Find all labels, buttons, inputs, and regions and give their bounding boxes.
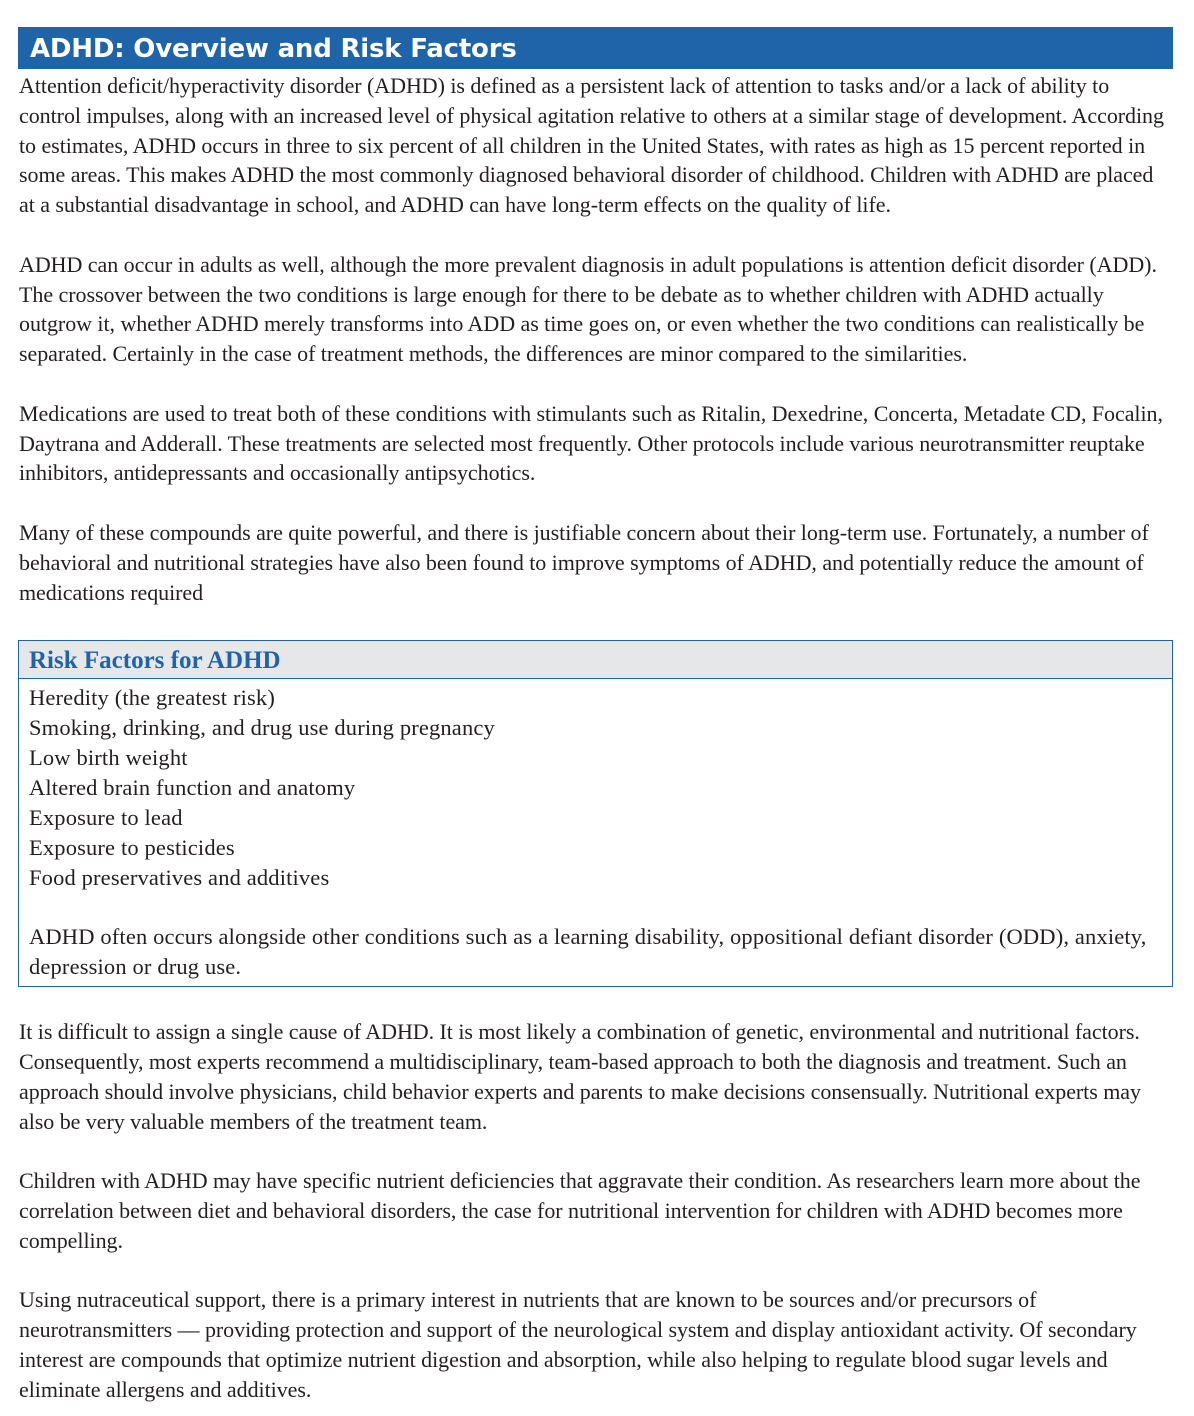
risk-factor-item: Low birth weight xyxy=(29,745,188,771)
risk-factor-item: Exposure to lead xyxy=(29,804,183,830)
risk-factors-box xyxy=(18,640,1173,987)
risk-factor-item: Food preservatives and additives xyxy=(29,864,330,890)
paragraph: Medications are used to treat both of these conditions with stimulants such as Ritalin, Dexedrine, Concerta, Metadate CD, Focalin, Daytrana and Adderall. These treatments are selected most frequently. Other protocols include various neurotransmitter reuptake inhibitors, antidepressants and occasionally antipsychotics. xyxy=(19,400,1163,486)
risk-factors-note: ADHD often occurs alongside other conditions such as a learning disability, oppositional defiant disorder (ODD), anxiety, depression or drug use. xyxy=(29,924,1147,980)
paragraph-gap xyxy=(19,488,1172,518)
document-page xyxy=(18,27,1173,1405)
paragraph-gap xyxy=(29,893,1162,923)
risk-factors-heading: Risk Factors for ADHD xyxy=(19,641,1172,679)
paragraph: Using nutraceutical support, there is a primary interest in nutrients that are known to be sources and/or precursors of neurotransmitters — providing protection and support of the neurological system and display antioxidant activity. Of secondary interest are compounds that optimize nutrient digestion and absorption, while also helping to regulate blood sugar levels and eliminate allergens and additives. xyxy=(19,1287,1137,1402)
risk-factor-item: Altered brain function and anatomy xyxy=(29,775,356,801)
risk-factor-item: Exposure to pesticides xyxy=(29,834,235,860)
risk-factors-list xyxy=(29,683,1162,892)
paragraph-gap xyxy=(19,1136,1172,1166)
paragraph: It is difficult to assign a single cause of ADHD. It is most likely a combination of genetic, environmental and nutritional factors. Consequently, most experts recommend a multidisciplinary, team-based approach to both the diagnosis and treatment. Such an approach should involve physicians, child behavior experts and parents to make decisions consensually. Nutritional experts may also be very valuable members of the treatment team. xyxy=(19,1019,1141,1134)
intro-section xyxy=(18,71,1173,607)
paragraph-gap xyxy=(19,1256,1172,1286)
paragraph: Many of these compounds are quite powerful, and there is justifiable concern about their long-term use. Fortunately, a number of behavioral and nutritional strategies have also been found to improve symptoms of ADHD, and potentially reduce the amount of medications required xyxy=(19,519,1149,605)
risk-factor-item: Heredity (the greatest risk) xyxy=(29,685,275,711)
page-title: ADHD: Overview and Risk Factors xyxy=(18,27,1173,69)
paragraph: ADHD can occur in adults as well, although the more prevalent diagnosis in adult populations is attention deficit disorder (ADD). The crossover between the two conditions is large enough for there to be debate as to whether children with ADHD actually outgrow it, whether ADHD merely transforms into ADD as time goes on, or even whether the two conditions can realistically be separated. Certainly in the case of treatment methods, the differences are minor compared to the similarities. xyxy=(19,251,1157,367)
paragraph-gap xyxy=(19,369,1172,399)
risk-factor-item: Smoking, drinking, and drug use during pregnancy xyxy=(29,715,495,741)
closing-section xyxy=(18,1017,1173,1404)
paragraph-gap xyxy=(19,220,1172,250)
paragraph: Children with ADHD may have specific nutrient deficiencies that aggravate their condition. As researchers learn more about the correlation between diet and behavioral disorders, the case for nutritional intervention for children with ADHD becomes more compelling. xyxy=(19,1168,1141,1253)
risk-factors-body xyxy=(19,679,1172,986)
paragraph: Attention deficit/hyperactivity disorder (ADHD) is defined as a persistent lack of attention to tasks and/or a lack of ability to control impulses, along with an increased level of physical agitation relative to others at a similar stage of development. According to estimates, ADHD occurs in three to six percent of all children in the United States, with rates as high as 15 percent reported in some areas. This makes ADHD the most commonly diagnosed behavioral disorder of childhood. Children with ADHD are placed at a substantial disadvantage in school, and ADHD can have long-term effects on the quality of life. xyxy=(19,73,1164,218)
